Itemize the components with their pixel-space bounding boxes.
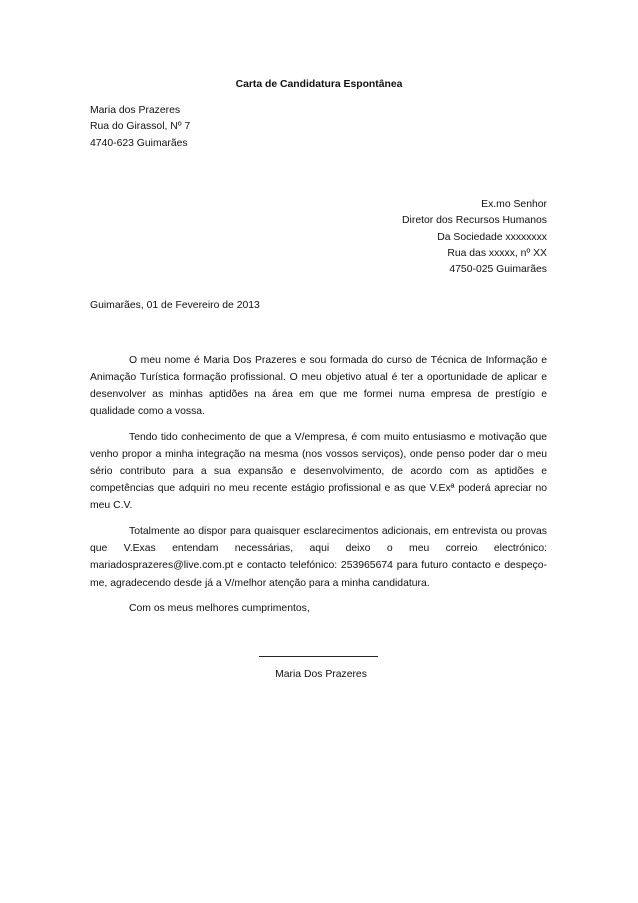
sender-postal: 4740-623 Guimarães (90, 137, 188, 149)
signature-name: Maria Dos Prazeres (275, 669, 367, 680)
recipient-postal: 4750-025 Guimarães (449, 264, 547, 276)
signature-line (259, 656, 378, 658)
recipient-salutation: Ex.mo Senhor (481, 199, 547, 210)
letter-title: Carta de Candidatura Espontânea (235, 79, 403, 90)
body-paragraph: O meu nome é Maria Dos Prazeres e sou formada do curso de Técnica de Informação e Animação Turística formação profissional. O meu objetivo atual é ter a oportunidade de aplicar e desenvolver as minhas aptidões na área em que me formei numa empresa de prestígio e qualidade como a vossa. (90, 355, 547, 418)
body-paragraph: Tendo tido conhecimento de que a V/empresa, é com muito entusiasmo e motivação que venho propor a minha integração na mesma (nos vossos serviços), onde penso poder dar o meu sério contributo para a sua expansão e desenvolvimento, de acordo com as aptidões e competências que adquiri no meu recente estágio profissional e as que V.Exª poderá apreciar no meu C.V. (90, 432, 547, 512)
closing-line: Com os meus melhores cumprimentos, (129, 603, 310, 615)
letter-date: Guimarães, 01 de Fevereiro de 2013 (90, 300, 260, 311)
recipient-company: Da Sociedade xxxxxxxx (437, 231, 547, 243)
body-paragraph: Totalmente ao dispor para quaisquer esclarecimentos adicionais, em entrevista ou provas que V.Exas entendam necessárias, aqui deixo o meu correio electrónico: mariadosprazeres@live.com.pt e contacto telefónico: 253965674 para futuro contacto e despeço-me, agradecendo desde já a V/melhor atenção para a minha candidatura. (90, 526, 547, 589)
recipient-street: Rua das xxxxx, nº XX (447, 247, 547, 259)
letter-body (90, 352, 547, 617)
sender-name: Maria dos Prazeres (90, 105, 181, 116)
recipient-role: Diretor dos Recursos Humanos (402, 215, 547, 227)
recipient-address-block (402, 197, 547, 278)
sender-street: Rua do Girassol, Nº 7 (90, 121, 191, 133)
sender-address-block (90, 103, 190, 152)
